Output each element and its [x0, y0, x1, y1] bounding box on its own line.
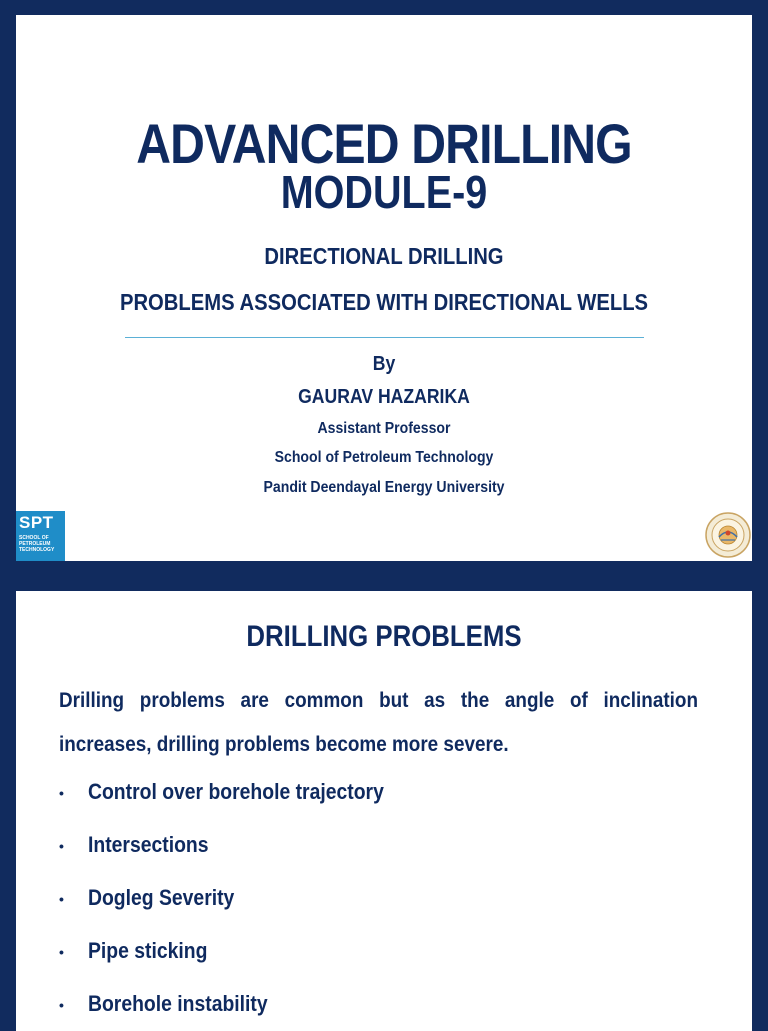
spt-logo-line: SCHOOL OF [19, 535, 49, 541]
bullet-icon: • [59, 944, 64, 961]
bullet-icon: • [59, 838, 64, 855]
author-school: School of Petroleum Technology [274, 449, 494, 466]
divider-line [125, 337, 644, 338]
author-name: GAURAV HAZARIKA [298, 386, 470, 408]
module-label: MODULE-9 [280, 166, 488, 218]
section-title: DRILLING PROBLEMS [246, 620, 522, 653]
subtitle-topic: DIRECTIONAL DRILLING [264, 243, 504, 269]
title-slide [16, 15, 752, 561]
list-item-text: Pipe sticking [88, 938, 208, 963]
bullet-icon: • [59, 891, 64, 908]
university-seal-icon [705, 512, 751, 558]
spt-logo-line: TECHNOLOGY [19, 547, 55, 553]
list-item [59, 832, 225, 858]
list-item-text: Dogleg Severity [88, 885, 235, 910]
spt-logo-abbr: SPT [19, 513, 54, 532]
list-item-text: Control over borehole trajectory [88, 779, 384, 804]
spt-logo [16, 511, 65, 561]
list-item-text: Intersections [88, 832, 209, 857]
author-position: Assistant Professor [317, 420, 451, 437]
intro-paragraph [59, 679, 698, 767]
by-label: By [372, 353, 396, 375]
list-item [59, 991, 292, 1017]
bullet-icon: • [59, 997, 64, 1014]
slide-title: ADVANCED DRILLING [136, 112, 632, 175]
list-item [59, 938, 224, 964]
bullet-icon: • [59, 785, 64, 802]
subtitle-subtopic: PROBLEMS ASSOCIATED WITH DIRECTIONAL WELLS [119, 289, 649, 315]
list-item [59, 779, 424, 805]
list-item [59, 885, 254, 911]
spt-logo-text [19, 535, 54, 553]
spt-logo-line: PETROLEUM [19, 541, 51, 547]
author-university: Pandit Deendayal Energy University [263, 479, 505, 496]
content-slide [16, 591, 752, 1031]
intro-paragraph-text: Drilling problems are common but as the angle of inclination increases, drilling problems become more severe. [59, 689, 698, 756]
list-item-text: Borehole instability [88, 991, 268, 1016]
